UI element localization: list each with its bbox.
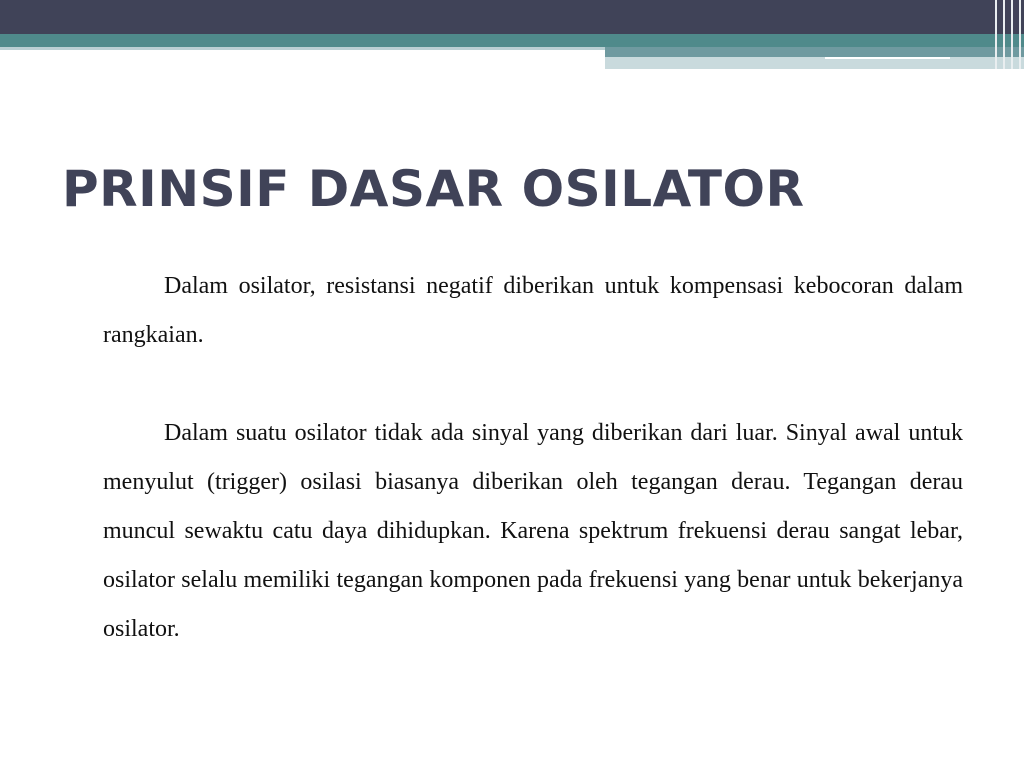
header-right-light-block xyxy=(605,57,1024,69)
paragraph-spacer xyxy=(103,360,963,409)
slide-title: PRINSIF DASAR OSILATOR xyxy=(62,160,805,218)
header-stripe xyxy=(995,0,997,69)
slide-body xyxy=(103,262,963,654)
header-right-accent-line xyxy=(825,57,950,59)
header-stripe xyxy=(1019,0,1021,69)
header-thin-light-band xyxy=(0,47,605,50)
header-teal-band xyxy=(0,34,1024,47)
body-paragraph: Dalam suatu osilator tidak ada sinyal yang diberikan dari luar. Sinyal awal untuk menyulut (trigger) osilasi biasanya diberikan oleh tegangan derau. Tegangan derau muncul sewaktu catu daya dihidupkan. Karena spektrum frekuensi derau sangat lebar, osilator selalu memiliki tegangan komponen pada frekuensi yang benar untuk bekerjanya osilator. xyxy=(103,420,963,642)
header-stripe xyxy=(1003,0,1005,69)
header-dark-band xyxy=(0,0,1024,34)
body-paragraph: Dalam osilator, resistansi negatif diberikan untuk kompensasi kebocoran dalam rangkaian. xyxy=(103,273,963,348)
header-stripe xyxy=(1011,0,1013,69)
header-right-accent-block xyxy=(605,47,1024,57)
